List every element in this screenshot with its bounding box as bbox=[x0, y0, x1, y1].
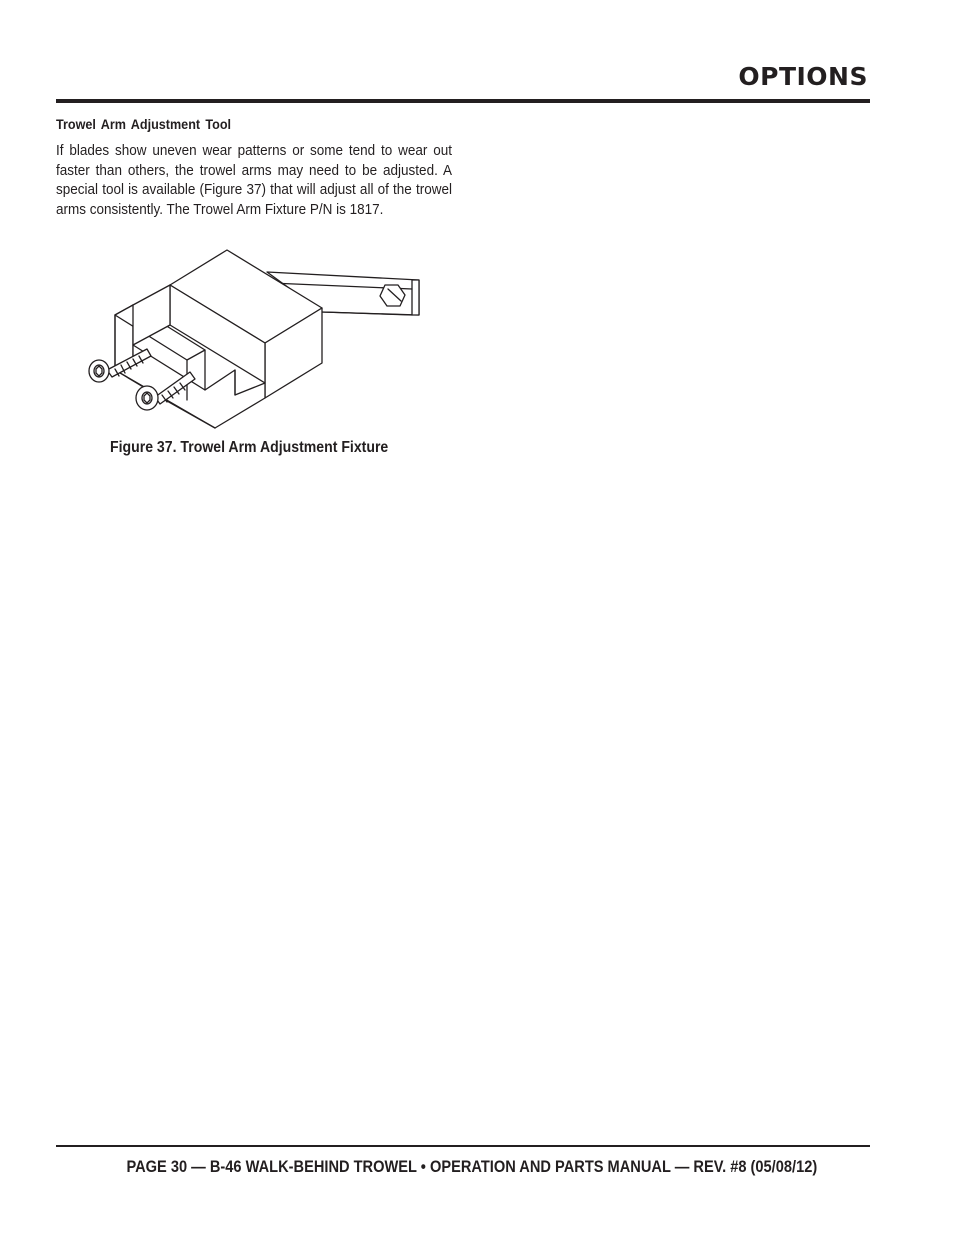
section-heading: Trowel Arm Adjustment Tool bbox=[56, 116, 232, 132]
figure-caption: Figure 37. Trowel Arm Adjustment Fixture bbox=[110, 439, 389, 456]
trowel-arm-fixture-illustration bbox=[85, 245, 425, 430]
footer-rule bbox=[56, 1145, 870, 1147]
figure-trowel-arm-fixture bbox=[85, 245, 425, 430]
page-title: OPTIONS bbox=[738, 62, 868, 91]
body-paragraph: If blades show uneven wear patterns or some tend to wear out faster than others, the trowel arms may need to be adjusted. A special tool is available (Figure 37) that will adjust all of the trowel arms consistently. The Trowel Arm Fixture P/N is 1817. bbox=[56, 142, 452, 218]
header-rule bbox=[56, 99, 870, 103]
page-footer: PAGE 30 — B-46 WALK-BEHIND TROWEL • OPERATION AND PARTS MANUAL — REV. #8 (05/08/12) bbox=[126, 1157, 817, 1176]
